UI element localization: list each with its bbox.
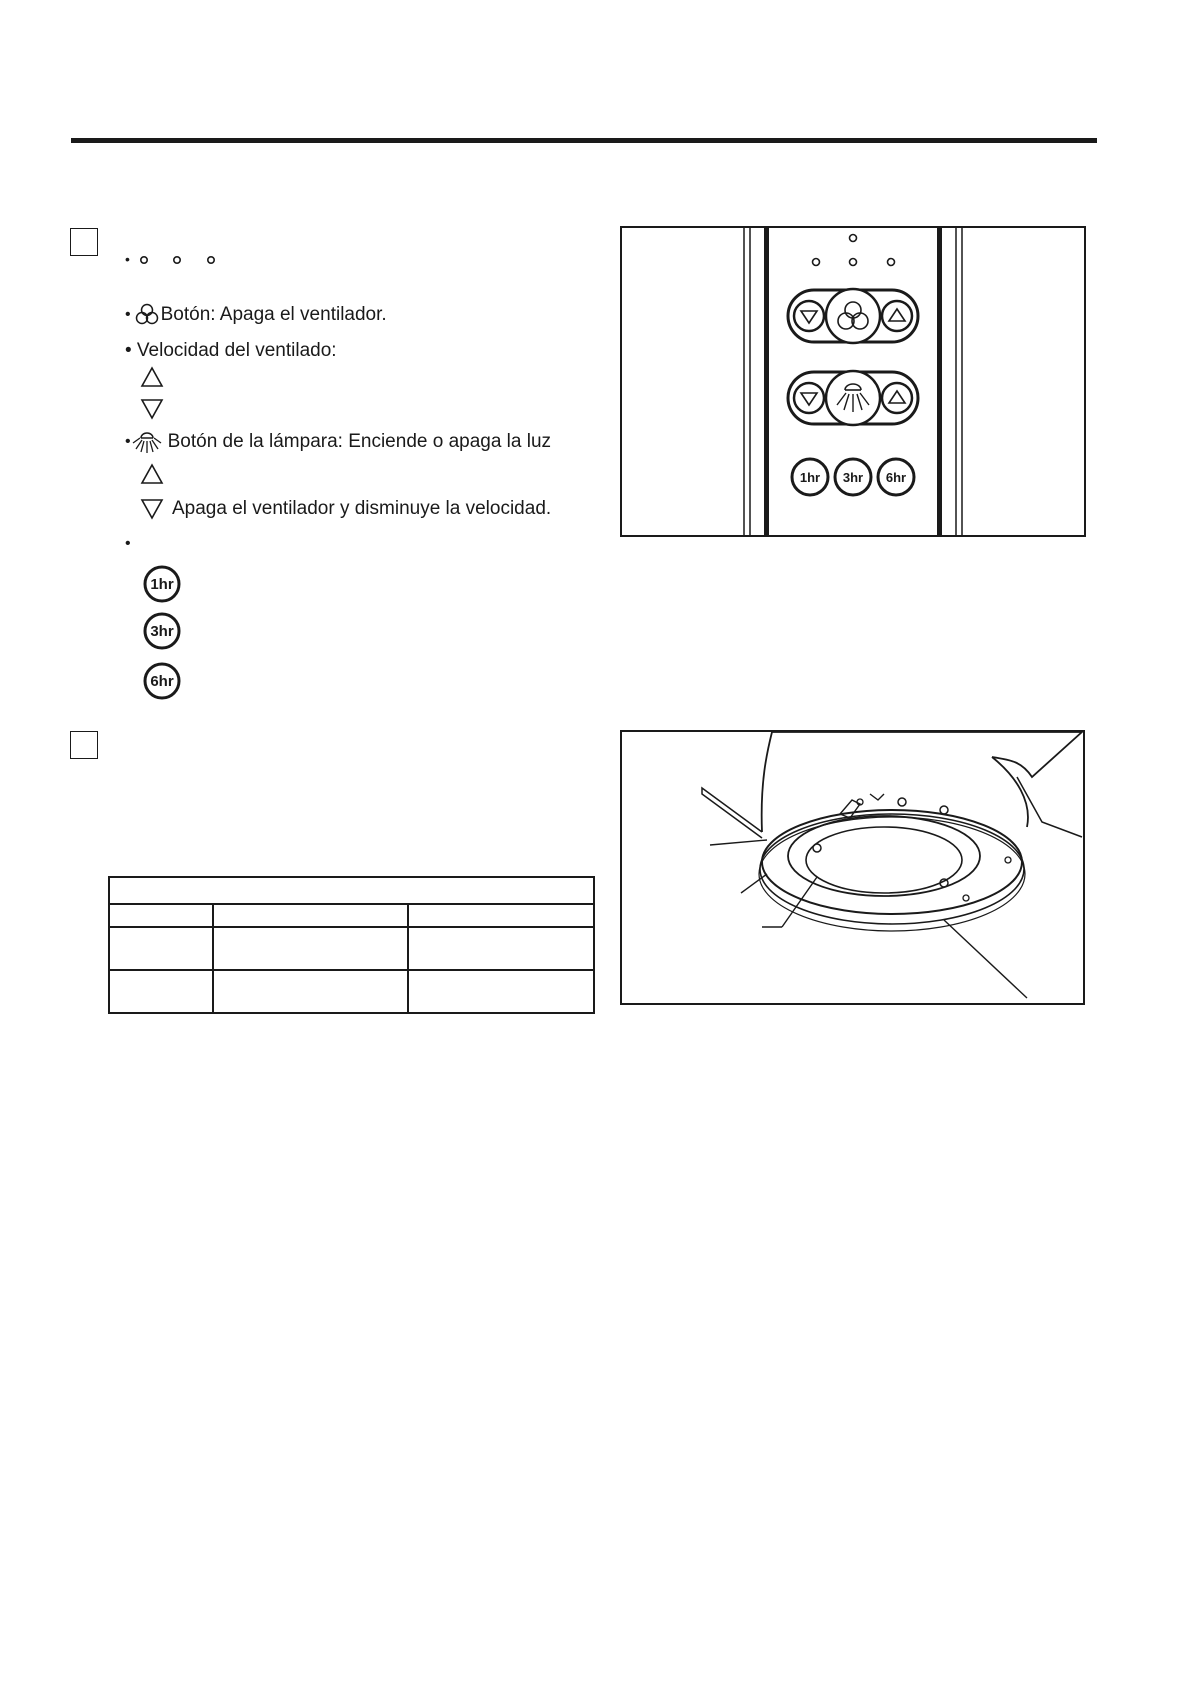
step-1-checkbox — [70, 228, 98, 256]
triangle-up-icon — [140, 463, 164, 485]
led-indicator-row — [125, 253, 225, 267]
svg-text:1hr: 1hr — [150, 576, 174, 593]
svg-text:6hr: 6hr — [885, 470, 907, 485]
triangle-down-icon — [140, 398, 164, 420]
led-dot-icon — [208, 257, 214, 263]
timer-bullet: • — [125, 535, 131, 552]
timer-1hr-icon — [143, 565, 181, 603]
led-dot-icon — [174, 257, 180, 263]
led-dot-icon — [141, 257, 147, 263]
lamp-icon — [132, 429, 162, 455]
spec-table-cell — [109, 970, 213, 1013]
spec-table-cell — [109, 927, 213, 970]
spec-table-cell — [408, 927, 594, 970]
spec-table-cell — [213, 904, 408, 927]
fan-icon — [134, 302, 160, 328]
lamp-down-line — [140, 498, 551, 520]
spec-table-cell — [408, 904, 594, 927]
spec-table — [108, 876, 595, 1014]
spec-table-cell — [213, 927, 408, 970]
svg-text:3hr: 3hr — [150, 623, 174, 640]
svg-text:1hr: 1hr — [799, 470, 821, 485]
fan-speed-heading: • Velocidad del ventilado: — [125, 340, 337, 361]
spec-table-header — [109, 877, 594, 904]
lamp-down-description: Apaga el ventilador y disminuye la velocidad. — [172, 498, 552, 519]
remote-control-figure — [620, 226, 1086, 537]
triangle-down-icon — [140, 498, 164, 520]
spec-table-cell — [213, 970, 408, 1013]
lamp-button-line: • Botón de la lámpara: Enciende o apaga la luz — [125, 429, 551, 455]
fan-housing-figure — [620, 730, 1085, 1005]
spec-table-cell — [109, 904, 213, 927]
fan-button-line: • Botón: Apaga el ventilador. — [125, 302, 387, 328]
svg-text:3hr: 3hr — [842, 470, 864, 485]
timer-6hr-icon — [143, 662, 181, 700]
svg-text:•: • — [125, 253, 130, 267]
fan-button-description: Botón: Apaga el ventilador. — [160, 304, 387, 325]
step-2-checkbox — [70, 731, 98, 759]
spec-table-cell — [408, 970, 594, 1013]
timer-3hr-icon — [143, 612, 181, 650]
lamp-button-description: Botón de la lámpara: Enciende o apaga la luz — [167, 431, 552, 452]
header-rule — [71, 138, 1097, 143]
svg-text:6hr: 6hr — [150, 673, 174, 690]
triangle-up-icon — [140, 366, 164, 388]
